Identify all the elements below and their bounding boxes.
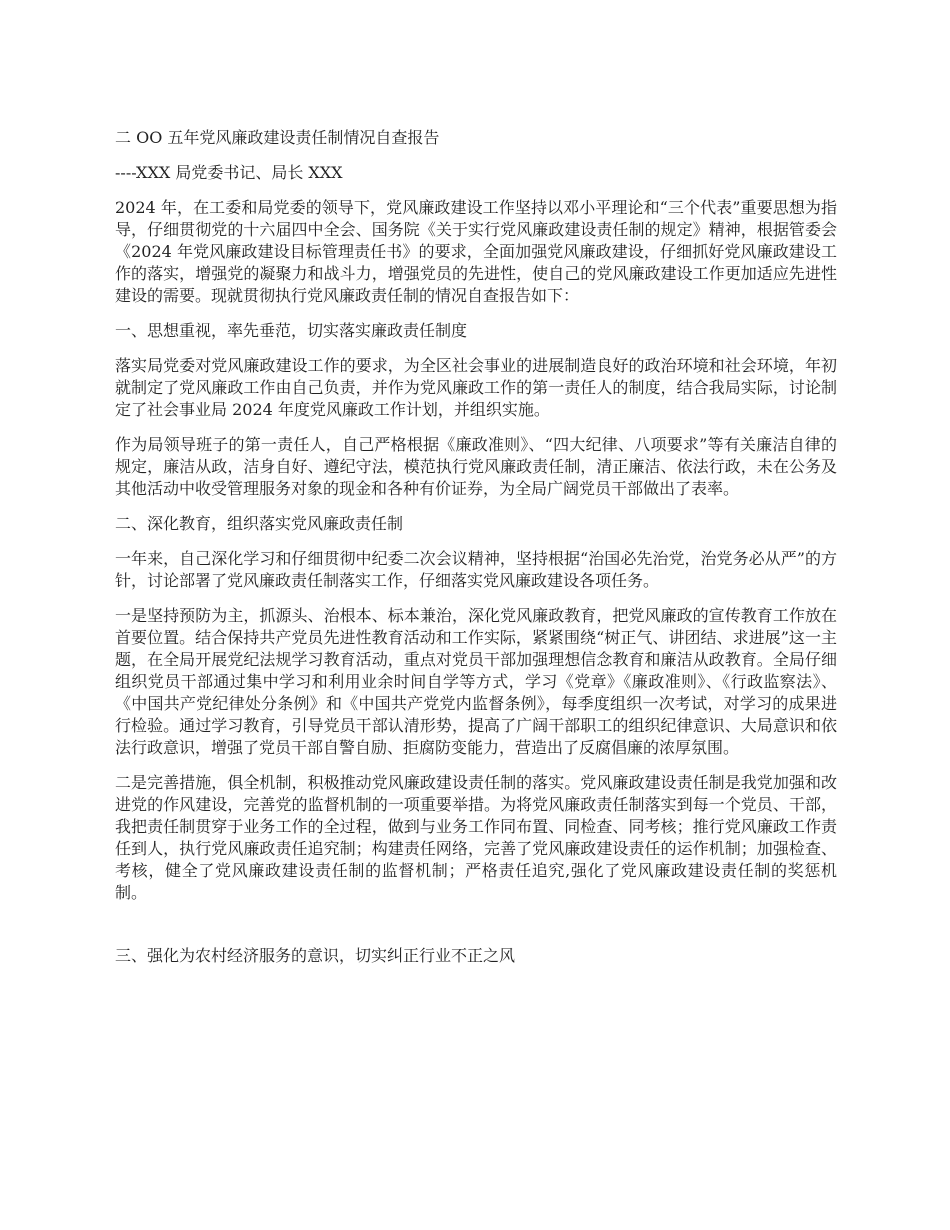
- document-page: [115, 127, 837, 980]
- section-heading-2: 二、深化教育，组织落实党风廉政责任制: [115, 514, 404, 533]
- section-heading-3: 三、强化为农村经济服务的意识，切实纠正行业不正之风: [115, 946, 516, 965]
- body-paragraph: 落实局党委对党风廉政建设工作的要求，为全区社会事业的进展制造良好的政治环境和社会环境，年初就制定了党风廉政工作由自己负责，并作为党风廉政工作的第一责任人的制度，结合我局实际，讨论制定了社会事业局 2024 年度党风廉政工作计划，并组织实施。: [115, 356, 837, 419]
- body-paragraph: 一是坚持预防为主，抓源头、治根本、标本兼治，深化党风廉政教育，把党风廉政的宣传教育工作放在首要位置。结合保持共产党员先进性教育活动和工作实际，紧紧围绕“树正气、讲团结、求进展”这一主题，在全局开展党纪法规学习教育活动，重点对党员干部加强理想信念教育和廉洁从政教育。全局仔细组织党员干部通过集中学习和利用业余时间自学等方式，学习《党章》《廉政准则》、《行政监察法》、《中国共产党纪律处分条例》和《中国共产党党内监督条例》，每季度组织一次考试，对学习的成果进行检验。通过学习教育，引导党员干部认清形势，提高了广阔干部职工的组织纪律意识、大局意识和依法行政意识，增强了党员干部自警自励、拒腐防变能力，营造出了反腐倡廉的浓厚氛围。: [115, 606, 837, 757]
- document-title: 二 OO 五年党风廉政建设责任制情况自查报告: [115, 128, 440, 147]
- intro-paragraph: 2024 年，在工委和局党委的领导下，党风廉政建设工作坚持以邓小平理论和“三个代表”重要思想为指导，仔细贯彻党的十六届四中全会、国务院《关于实行党风廉政建设责任制的规定》精神，根据管委会《2024 年党风廉政建设目标管理责任书》的要求，全面加强党风廉政建设，仔细抓好党风廉政建设工作的落实，增强党的凝聚力和战斗力，增强党员的先进性，使自己的党风廉政建设工作更加适应先进性建设的需要。现就贯彻执行党风廉政责任制的情况自查报告如下：: [115, 198, 837, 305]
- body-paragraph: 二是完善措施，俱全机制，积极推动党风廉政建设责任制的落实。党风廉政建设责任制是我党加强和改进党的作风建设，完善党的监督机制的一项重要举措。为将党风廉政责任制落实到每一个党员、干部，我把责任制贯穿于业务工作的全过程，做到与业务工作同布置、同检查、同考核；推行党风廉政工作责任到人，执行党风廉政责任追究制；构建责任网络，完善了党风廉政建设责任的运作机制；加强检查、考核，健全了党风廉政建设责任制的监督机制；严格责任追究,强化了党风廉政建设责任制的奖惩机制。: [115, 773, 837, 902]
- body-paragraph: 作为局领导班子的第一责任人，自己严格根据《廉政准则》、“四大纪律、八项要求”等有关廉洁自律的规定，廉洁从政，洁身自好、遵纪守法，模范执行党风廉政责任制，清正廉洁、依法行政，未在公务及其他活动中收受管理服务对象的现金和各种有价证券，为全局广阔党员干部做出了表率。: [115, 435, 837, 498]
- document-byline: ----XXX 局党委书记、局长 XXX: [115, 163, 343, 182]
- body-paragraph: 一年来，自己深化学习和仔细贯彻中纪委二次会议精神，坚持根据“治国必先治党，治党务必从严”的方针，讨论部署了党风廉政责任制落实工作，仔细落实党风廉政建设各项任务。: [115, 549, 837, 590]
- section-heading-1: 一、思想重视，率先垂范，切实落实廉政责任制度: [115, 321, 468, 340]
